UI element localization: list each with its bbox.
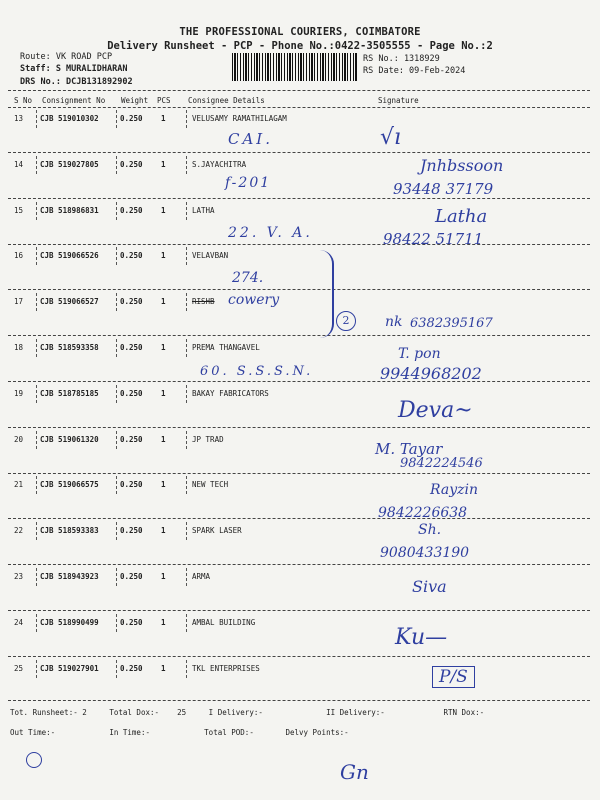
row-weight: 0.250 [120, 572, 143, 581]
row-sno: 18 [14, 343, 24, 352]
cell-divider [36, 660, 37, 678]
row-consignment: CJB 518943923 [40, 572, 99, 581]
row-sno: 24 [14, 618, 24, 627]
cell-divider [116, 614, 117, 632]
row-consignment: CJB 519010302 [40, 114, 99, 123]
footer-rule [8, 700, 590, 701]
footer-times: Out Time:- In Time:- Total POD:- Delvy Points:- [10, 728, 349, 737]
row-consignee: RISHB [192, 297, 215, 306]
runsheet-subtitle: Delivery Runsheet - PCP - Phone No.:0422-3505555 - Page No.:2 [107, 40, 493, 52]
cell-divider [36, 431, 37, 449]
cell-divider [116, 568, 117, 586]
hand-r14-address: f-201 [225, 175, 272, 191]
cell-divider [116, 293, 117, 311]
hand-r15-address: 22. V. A. [228, 225, 313, 241]
row-consignment: CJB 518785185 [40, 389, 99, 398]
row-consignment: CJB 518986831 [40, 206, 99, 215]
row-sno: 21 [14, 480, 24, 489]
cell-divider [36, 568, 37, 586]
row-sno: 20 [14, 435, 24, 444]
row-pcs: 1 [161, 480, 166, 489]
hand-r17-phone: 6382395167 [410, 316, 493, 331]
row-sno: 14 [14, 160, 24, 169]
cell-divider [36, 522, 37, 540]
col-sno: S No [14, 96, 33, 105]
hand-r19-signature: Deva~ [398, 398, 473, 423]
rs-date: RS Date: 09-Feb-2024 [363, 66, 466, 76]
row-sno: 15 [14, 206, 24, 215]
cell-divider [36, 339, 37, 357]
cell-divider [186, 293, 187, 311]
row-rule [8, 427, 590, 428]
row-rule [8, 656, 590, 657]
row-sno: 19 [14, 389, 24, 398]
cell-divider [36, 614, 37, 632]
row-consignee: LATHA [192, 206, 215, 215]
col-consignee: Consignee Details [188, 96, 265, 105]
hand-r18-phone: 9944968202 [380, 364, 482, 383]
row-rule [8, 335, 590, 336]
hand-r21-phone: 9842226638 [378, 505, 468, 521]
cell-divider [186, 614, 187, 632]
cell-divider [186, 110, 187, 128]
cell-divider [186, 568, 187, 586]
hand-r16-address: 274. [232, 270, 264, 286]
hand-r14-signature: Jnhbssoon [420, 156, 504, 175]
hand-r15-signature: Latha [435, 206, 488, 227]
cell-divider [116, 202, 117, 220]
cell-divider [116, 156, 117, 174]
row-consignee: BAKAY FABRICATORS [192, 389, 269, 398]
row-weight: 0.250 [120, 389, 143, 398]
row-sno: 16 [14, 251, 24, 260]
row-weight: 0.250 [120, 618, 143, 627]
row-sno: 13 [14, 114, 24, 123]
row-consignment: CJB 518990499 [40, 618, 99, 627]
rs-number: RS No.: 1318929 [363, 54, 440, 64]
row-sno: 25 [14, 664, 24, 673]
row-pcs: 1 [161, 114, 166, 123]
hand-r15-phone: 98422 51711 [383, 230, 484, 248]
row-weight: 0.250 [120, 526, 143, 535]
row-consignee: ARMA [192, 572, 211, 581]
row-consignment: CJB 519061320 [40, 435, 99, 444]
row-pcs: 1 [161, 618, 166, 627]
row-weight: 0.250 [120, 435, 143, 444]
drs-number: DRS No.: DCJB131892902 [20, 77, 133, 87]
hand-r21-signature: Rayzin [430, 482, 478, 498]
row-consignee: VELAVBAN [192, 251, 229, 260]
hand-corner-mark [26, 752, 42, 768]
hand-r17-circle: 2 [336, 311, 356, 331]
hand-r17-correction: cowery [228, 292, 280, 308]
row-pcs: 1 [161, 435, 166, 444]
hand-r25-mark: P/S [432, 666, 475, 688]
col-signature: Signature [378, 96, 419, 105]
row-pcs: 1 [161, 297, 166, 306]
staff-label: Staff: S MURALIDHARAN [20, 64, 128, 74]
row-rule [8, 244, 590, 245]
cell-divider [36, 385, 37, 403]
cell-divider [186, 247, 187, 265]
cell-divider [186, 156, 187, 174]
row-weight: 0.250 [120, 251, 143, 260]
row-consignee: JP TRAD [192, 435, 224, 444]
footer-totals: Tot. Runsheet:- 2 Total Dox:- 25 I Delivery:- II Delivery:- RTN Dox:- [10, 708, 485, 717]
cell-divider [116, 110, 117, 128]
hand-r22-signature: Sh. [418, 522, 442, 538]
row-weight: 0.250 [120, 206, 143, 215]
row-consignee: S.JAYACHITRA [192, 160, 247, 169]
row-pcs: 1 [161, 343, 166, 352]
cell-divider [36, 293, 37, 311]
header-rule-bottom [8, 107, 590, 108]
hand-r13-signature: √ı [380, 125, 402, 150]
row-weight: 0.250 [120, 664, 143, 673]
row-pcs: 1 [161, 389, 166, 398]
row-consignment: CJB 518593383 [40, 526, 99, 535]
row-rule [8, 473, 590, 474]
col-weight: Weight [121, 96, 149, 105]
cell-divider [116, 339, 117, 357]
row-rule [8, 564, 590, 565]
hand-bottom-initials: Gn [340, 760, 369, 784]
hand-r14-phone: 93448 37179 [393, 180, 494, 198]
cell-divider [186, 431, 187, 449]
hand-r18-signature: T. pon [398, 346, 441, 362]
row-pcs: 1 [161, 206, 166, 215]
row-pcs: 1 [161, 572, 166, 581]
row-consignment: CJB 519066526 [40, 251, 99, 260]
col-consignment: Consignment No [42, 96, 106, 105]
route-label: Route: VK ROAD PCP [20, 52, 113, 62]
hand-r23-signature: Siva [412, 577, 447, 596]
row-consignee: AMBAL BUILDING [192, 618, 256, 627]
cell-divider [186, 385, 187, 403]
header-rule-top [8, 90, 590, 91]
hand-r17-signature: nk [385, 314, 403, 330]
row-consignee: TKL ENTERPRISES [192, 664, 260, 673]
row-consignment: CJB 519027805 [40, 160, 99, 169]
row-rule [8, 289, 590, 290]
row-sno: 22 [14, 526, 24, 535]
row-consignee: VELUSAMY RAMATHILAGAM [192, 114, 287, 123]
hand-r24-signature: Ku— [395, 625, 448, 650]
cell-divider [116, 476, 117, 494]
row-consignment: CJB 519066527 [40, 297, 99, 306]
hand-r20-phone: 9842224546 [400, 456, 483, 471]
row-consignee: PREMA THANGAVEL [192, 343, 260, 352]
barcode [232, 53, 358, 81]
row-consignment: CJB 518593358 [40, 343, 99, 352]
cell-divider [36, 156, 37, 174]
hand-r22-phone: 9080433190 [380, 545, 470, 561]
row-pcs: 1 [161, 160, 166, 169]
cell-divider [116, 385, 117, 403]
hand-r13-address: CAI. [228, 130, 274, 148]
cell-divider [186, 476, 187, 494]
cell-divider [116, 431, 117, 449]
cell-divider [186, 339, 187, 357]
row-weight: 0.250 [120, 160, 143, 169]
hand-r20-signature: M. Tayar [375, 440, 443, 458]
row-pcs: 1 [161, 251, 166, 260]
cell-divider [186, 660, 187, 678]
cell-divider [36, 476, 37, 494]
row-rule [8, 610, 590, 611]
hand-brace [318, 250, 334, 338]
row-pcs: 1 [161, 526, 166, 535]
row-consignee: SPARK LASER [192, 526, 242, 535]
row-rule [8, 198, 590, 199]
row-weight: 0.250 [120, 343, 143, 352]
row-sno: 17 [14, 297, 24, 306]
row-pcs: 1 [161, 664, 166, 673]
company-title: THE PROFESSIONAL COURIERS, COIMBATORE [179, 26, 421, 38]
cell-divider [36, 247, 37, 265]
row-sno: 23 [14, 572, 24, 581]
cell-divider [116, 247, 117, 265]
row-consignment: CJB 519066575 [40, 480, 99, 489]
row-rule [8, 518, 590, 519]
row-weight: 0.250 [120, 114, 143, 123]
cell-divider [36, 110, 37, 128]
cell-divider [116, 522, 117, 540]
cell-divider [186, 202, 187, 220]
cell-divider [116, 660, 117, 678]
col-pcs: PCS [157, 96, 171, 105]
row-rule [8, 152, 590, 153]
row-consignee: NEW TECH [192, 480, 229, 489]
cell-divider [36, 202, 37, 220]
row-weight: 0.250 [120, 480, 143, 489]
hand-r18-address: 60. S.S.S.N. [200, 364, 314, 379]
row-weight: 0.250 [120, 297, 143, 306]
row-rule [8, 381, 590, 382]
cell-divider [186, 522, 187, 540]
row-consignment: CJB 519027901 [40, 664, 99, 673]
